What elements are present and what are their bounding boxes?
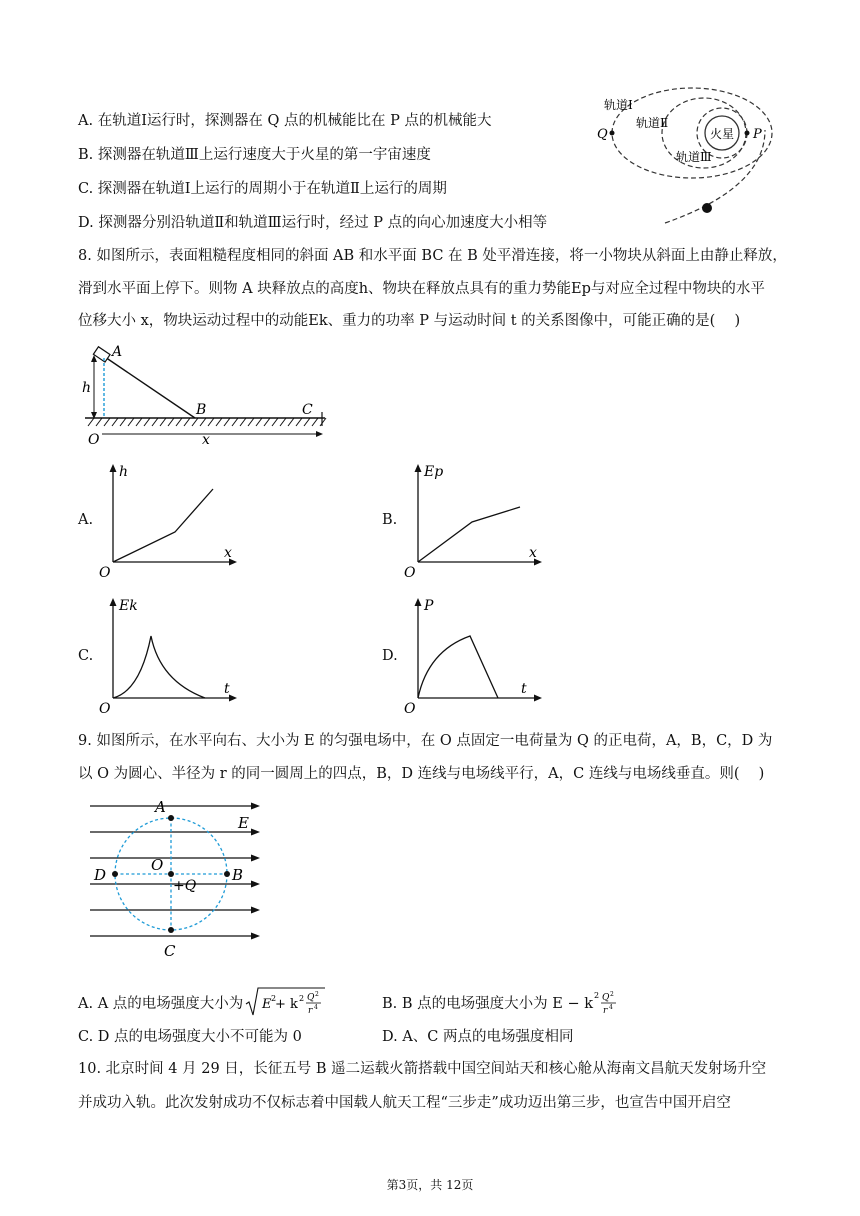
- graph-b-ylabel: Ep: [424, 464, 444, 480]
- graph-b-origin: O: [404, 565, 416, 581]
- page-footer: 第3页，共 12页: [386, 1178, 474, 1192]
- q7-option-c: C. 探测器在轨道Ⅰ上运行的周期小于在轨道Ⅱ上运行的周期: [78, 181, 447, 197]
- graph-d-origin: O: [404, 701, 416, 717]
- svg-text:4: 4: [314, 1004, 319, 1011]
- sqrt-formula: [245, 986, 327, 1018]
- point-c-label: C: [164, 942, 176, 960]
- planet-label: 火星: [710, 127, 735, 141]
- graph-d-xlabel: t: [521, 681, 527, 697]
- orbit-3-label: 轨道Ⅲ: [676, 150, 712, 164]
- electric-field-figure: [88, 796, 268, 961]
- q9-line-1: 9. 如图所示，在水平向右、大小为 E 的匀强电场中，在 O 点固定一电荷量为 Q 的正电荷，A，B，C，D 为: [78, 733, 773, 749]
- graph-a-xlabel: x: [224, 545, 232, 561]
- svg-text:2: 2: [315, 991, 320, 998]
- q-point-label: Q: [597, 127, 608, 142]
- svg-text:Q: Q: [307, 993, 315, 1003]
- graph-d: [400, 596, 550, 716]
- point-o-label: O: [151, 856, 164, 874]
- svg-text:4: 4: [609, 1004, 613, 1011]
- q10-line-2: 并成功入轨。此次发射成功不仅标志着中国载人航天工程“三步走”成功迈出第三步，也宣告中国开启空: [78, 1095, 731, 1111]
- svg-text:+ k: + k: [275, 997, 299, 1012]
- q9-option-a-text: A. A 点的电场强度大小为: [78, 995, 244, 1012]
- svg-text:2: 2: [271, 994, 277, 1003]
- field-e-label: E: [238, 814, 249, 832]
- graph-a: [95, 462, 245, 580]
- svg-text:2: 2: [299, 994, 305, 1003]
- q9-option-c: C. D 点的电场强度大小不可能为 0: [78, 1029, 302, 1045]
- q9-line-2: 以 O 为圆心、半径为 r 的同一圆周上的四点，B，D 连线与电场线平行，A，C 连线与电场线垂直。则( ): [78, 766, 765, 782]
- graph-a-ylabel: h: [119, 464, 129, 480]
- point-a-label: A: [155, 798, 166, 816]
- graph-c-ylabel: Ek: [119, 598, 138, 614]
- svg-text:2: 2: [610, 991, 614, 998]
- q8-line-1: 8. 如图所示，表面粗糙程度相同的斜面 AB 和水平面 BC 在 B 处平滑连接，将一小物块从斜面上由静止释放，: [78, 248, 787, 264]
- point-a-label: A: [112, 344, 123, 360]
- graph-b-xlabel: x: [529, 545, 537, 561]
- svg-text:r: r: [308, 1006, 313, 1016]
- q7-option-a: A. 在轨道Ⅰ运行时，探测器在 Q 点的机械能比在 P 点的机械能大: [78, 113, 492, 129]
- svg-text:2: 2: [594, 991, 600, 1000]
- graph-d-label: D.: [382, 648, 398, 664]
- incline-figure: [80, 340, 330, 450]
- graph-b-label: B.: [382, 512, 398, 528]
- q9-option-d: D. A、C 两点的电场强度相同: [382, 1029, 574, 1045]
- graph-a-origin: O: [99, 565, 111, 581]
- q9-option-a: [78, 986, 327, 1018]
- charge-q-label: +Q: [173, 878, 197, 894]
- field-formula: [593, 986, 623, 1018]
- graph-d-ylabel: P: [424, 598, 434, 614]
- point-d-label: D: [94, 866, 107, 884]
- orbit-1-label: 轨道Ⅰ: [604, 98, 633, 112]
- q9-option-b: [382, 986, 623, 1018]
- graph-a-label: A.: [78, 512, 94, 528]
- point-b-label: B: [232, 866, 244, 884]
- orbit-figure: [590, 88, 790, 238]
- origin-o-label: O: [88, 432, 100, 448]
- graph-c-xlabel: t: [224, 681, 230, 697]
- orbit-2-label: 轨道Ⅱ: [636, 116, 669, 130]
- svg-text:r: r: [603, 1006, 608, 1016]
- height-h-label: h: [82, 380, 92, 396]
- q10-line-1: 10. 北京时间 4 月 29 日，长征五号 B 遥二运载火箭搭载中国空间站天和核心舱从海南文昌航天发射场升空: [78, 1061, 767, 1077]
- graph-c-label: C.: [78, 648, 94, 664]
- graph-b: [400, 462, 550, 580]
- graph-c-origin: O: [99, 701, 111, 717]
- q8-line-2: 滑到水平面上停下。则物 A 块释放点的高度h、物块在释放点具有的重力势能Ep与对应全过程中物块的水平: [78, 281, 765, 297]
- svg-text:Q: Q: [602, 993, 610, 1003]
- point-b-label: B: [196, 402, 207, 418]
- q9-option-b-text: B. B 点的电场强度大小为 E − k: [382, 995, 593, 1012]
- graph-c: [95, 596, 245, 716]
- point-c-label: C: [302, 402, 313, 418]
- p-point-label: P: [753, 127, 762, 142]
- displacement-x-label: x: [202, 432, 210, 448]
- q8-line-3: 位移大小 x，物块运动过程中的动能Ek、重力的功率 P 与运动时间 t 的关系图像中，可能正确的是( ): [78, 313, 741, 329]
- svg-text:E: E: [262, 997, 272, 1012]
- q7-option-d: D. 探测器分别沿轨道Ⅱ和轨道Ⅲ运行时，经过 P 点的向心加速度大小相等: [78, 215, 548, 231]
- q7-option-b: B. 探测器在轨道Ⅲ上运行速度大于火星的第一宇宙速度: [78, 147, 431, 163]
